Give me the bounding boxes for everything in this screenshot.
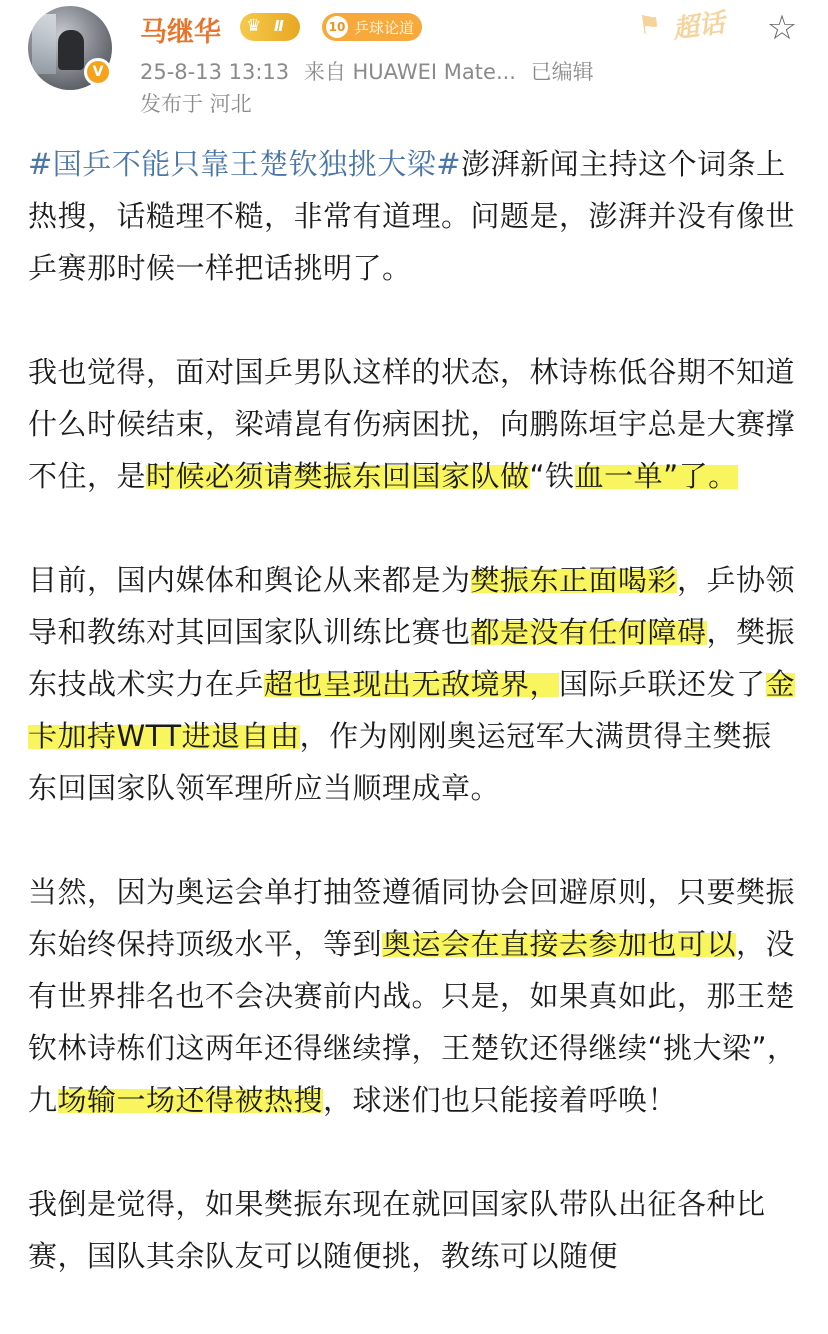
post-source[interactable]: 来自 HUAWEI Mate... [303,60,516,84]
post-body [28,138,800,1334]
supertopic-label: 超话 [670,8,727,45]
paragraph-5 [28,1178,800,1282]
highlighted-text: 奥运会在直接去参加也可以 [382,927,737,961]
username[interactable]: 马继华 [140,17,221,48]
paragraph-text: 我倒是觉得，如果樊振东现在就回国家队带队出征各种比赛，国队其余队友可以随便挑，教练可以随便 [28,1187,766,1273]
post-location: 发布于 河北 [140,92,252,116]
star-icon[interactable]: ☆ [766,8,798,48]
paragraph-text: ，作为刚刚奥运冠军大满贯得主樊振东回国家队领军理所应当顺理成章。 [28,719,772,805]
highlighted-text: 血一单”了。 [574,459,738,493]
paragraph-text: ，樊振东技战术实力在乒 [28,615,796,701]
edited-label[interactable]: 已编辑 [530,60,594,84]
verified-v-icon: V [84,58,112,86]
crown-icon: ♛ [246,16,262,36]
post-date: 25-8-13 13:13 [140,60,290,84]
highlighted-text: 场输一场还得被热搜 [57,1083,324,1117]
paragraph-text: ，乒协领导和教练对其回国家队训练比赛也 [28,563,796,649]
paragraph-text: 国际乒联还发了 [559,667,766,701]
member-level-badge[interactable] [240,13,300,41]
topic-badge-number: 10 [326,16,348,38]
paragraph-text: “铁 [529,459,575,493]
highlighted-text: 时候必须请樊振东回国家队做 [146,459,530,493]
paragraph-text: 当然，因为奥运会单打抽签遵循同协会回避原则，只要樊振东始终保持顶级水平，等到 [28,875,796,961]
paragraph-4 [28,866,800,1126]
supertopic-tag[interactable] [634,0,757,50]
paragraph-text: ，没有世界排名也不会决赛前内战。只是，如果真如此，那王楚钦林诗栋们这两年还得继续撑，王楚钦还得继续“挑大梁”，九 [28,927,797,1117]
paragraph-1 [28,138,800,294]
member-level-text: Ⅱ [274,17,284,35]
topic-badge-label: 乒球论道 [354,19,415,37]
highlighted-text: 都是没有任何障碍 [470,615,707,649]
post-meta [140,56,602,86]
highlighted-text: 超也呈现出无敌境界， [264,667,560,701]
topic-fan-badge[interactable] [322,13,422,41]
paragraph-text: 我也觉得，面对国乒男队这样的状态，林诗栋低谷期不知道什么时候结束，梁靖崑有伤病困扰，向鹏陈垣宇总是大赛撑不住，是 [28,355,796,493]
highlighted-text: 樊振东正面喝彩 [470,563,678,597]
paragraph-3 [28,554,800,814]
avatar-person [58,30,84,70]
paragraph-text: ，球迷们也只能接着呼唤！ [323,1083,678,1117]
paragraph-2 [28,346,800,502]
highlighted-text: 金卡加持WTT进退自由 [28,667,796,753]
paragraph-text: 澎湃新闻主持这个词条上热搜，话糙理不糙，非常有道理。问题是，澎湃并没有像世乒赛那时候一样把话挑明了。 [28,147,796,285]
avatar-background [32,14,56,74]
post-header [0,0,828,125]
hashtag-link[interactable]: #国乒不能只靠王楚钦独挑大梁# [28,147,462,181]
flag-icon: ⚑ [636,8,664,42]
paragraph-text: 目前，国内媒体和舆论从来都是为 [28,563,471,597]
